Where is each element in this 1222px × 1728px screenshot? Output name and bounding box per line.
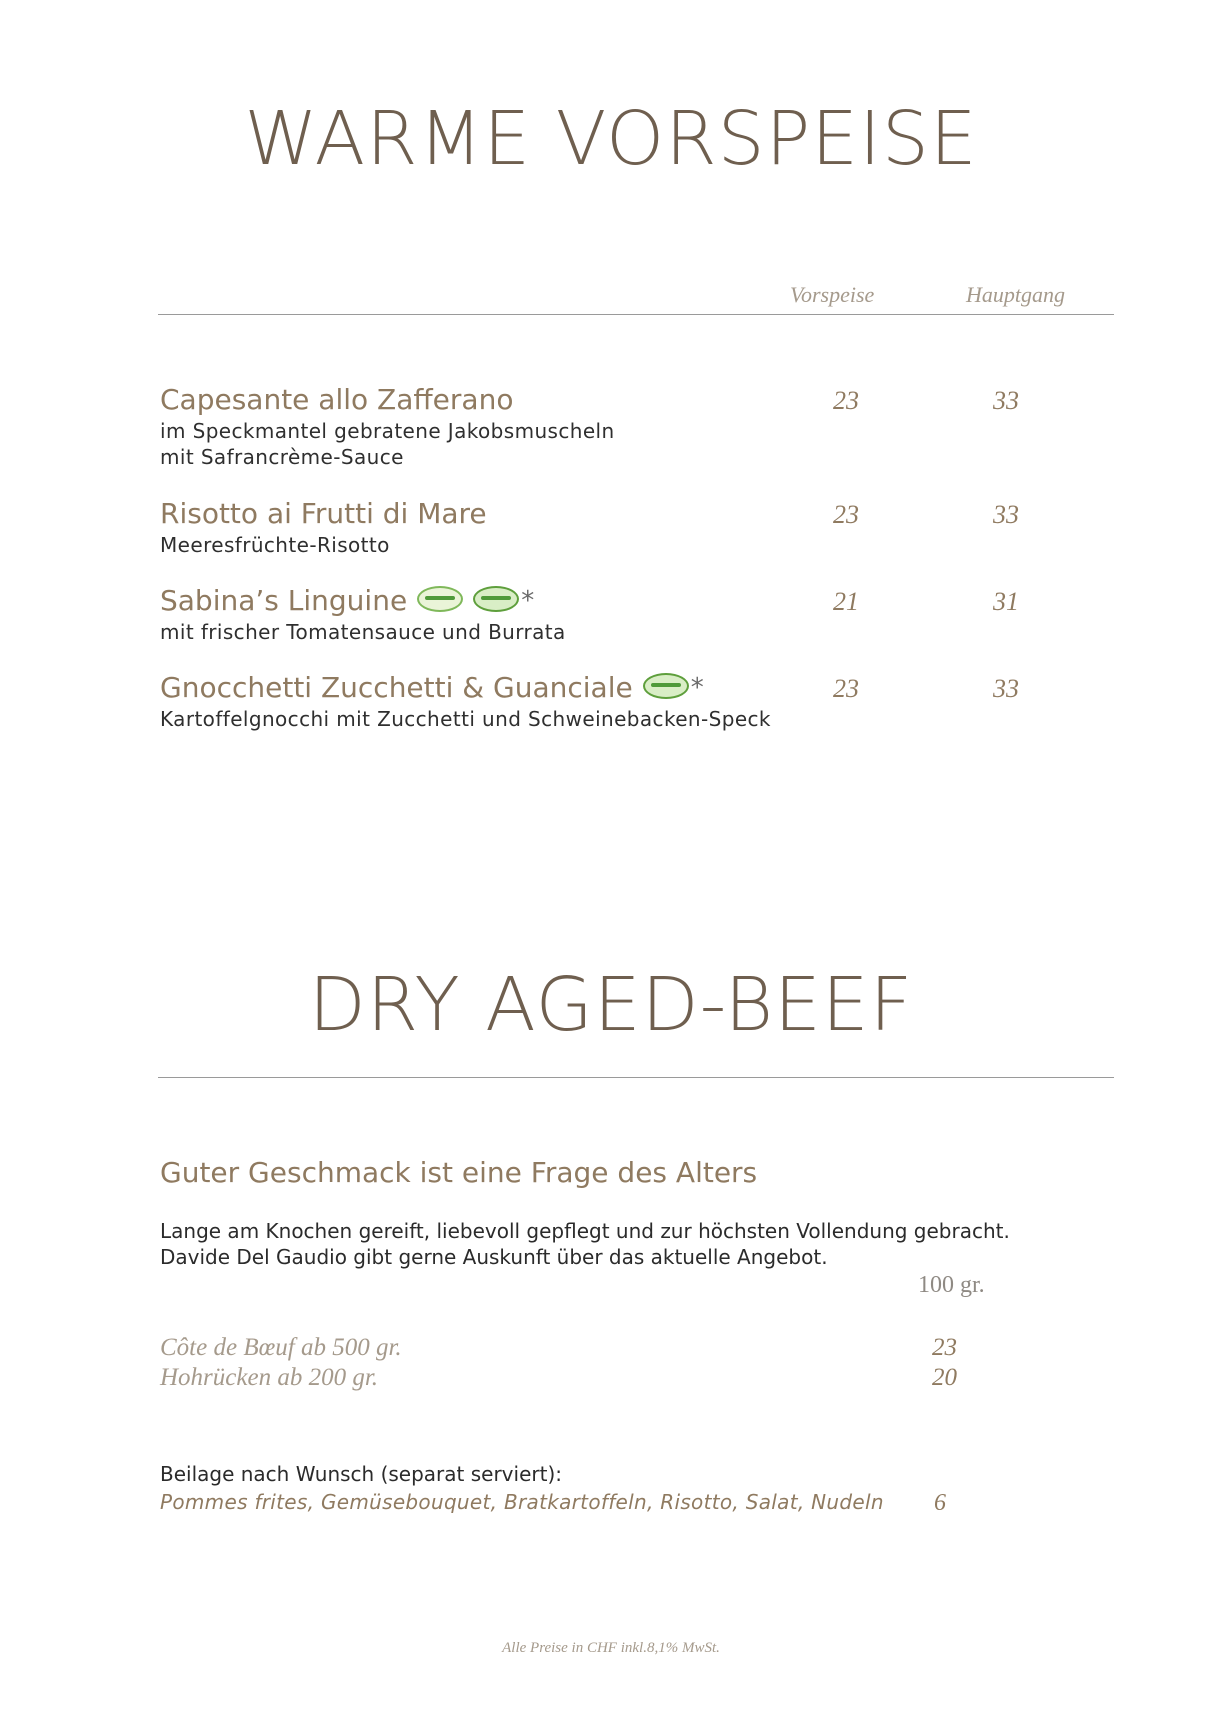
asterisk-marker: * (521, 586, 535, 616)
divider-line (158, 1077, 1114, 1078)
vegetarian-badge-icon (417, 586, 463, 612)
beef-intro-text: Davide Del Gaudio gibt gerne Auskunft über das aktuelle Angebot. (160, 1245, 828, 1269)
dish-name-row (160, 583, 860, 619)
menu-item (160, 382, 860, 470)
dish-description: Meeresfrüchte-Risotto (160, 533, 390, 557)
column-header-vorspeise: Vorspeise (790, 282, 875, 307)
menu-item (160, 670, 860, 732)
beef-cut-name: Côte de Bœuf ab 500 gr. (160, 1334, 402, 1361)
beef-subheading: Guter Geschmack ist eine Frage des Alters (160, 1156, 758, 1189)
dish-description: mit frischer Tomatensauce und Burrata (160, 620, 566, 644)
beef-cut-price: 20 (932, 1364, 957, 1391)
menu-item (160, 496, 860, 558)
dish-description: im Speckmantel gebratene Jakobsmuscheln (160, 419, 615, 443)
beef-cut-name: Hohrücken ab 200 gr. (160, 1364, 379, 1391)
dish-name: Sabina’s Linguine (160, 584, 408, 617)
asterisk-marker: * (690, 673, 704, 703)
beef-cut-price: 23 (932, 1334, 957, 1361)
starter-price: 23 (833, 674, 859, 703)
section-title-warme-vorspeise: WARME VORSPEISE (244, 96, 978, 182)
dish-name: Capesante allo Zafferano (160, 383, 514, 416)
starter-price: 23 (833, 500, 859, 529)
vegan-badge-icon (643, 673, 689, 699)
beef-intro-text: Lange am Knochen gereift, liebevoll gepflegt und zur höchsten Vollendung gebracht. (160, 1219, 1010, 1243)
dish-name: Risotto ai Frutti di Mare (160, 497, 487, 530)
starter-price: 21 (833, 587, 859, 616)
sides-price: 6 (934, 1490, 946, 1516)
main-price: 33 (993, 674, 1019, 703)
dish-description: Kartoffelgnocchi mit Zucchetti und Schweinebacken-Speck (160, 707, 771, 731)
main-price: 31 (993, 587, 1019, 616)
vegan-badge-icon (473, 586, 519, 612)
price-unit-label: 100 gr. (918, 1272, 985, 1298)
column-header-hauptgang: Hauptgang (966, 282, 1065, 307)
section-title-dry-aged-beef: DRY AGED-BEEF (308, 962, 914, 1048)
sides-items: Pommes frites, Gemüsebouquet, Bratkartoffeln, Risotto, Salat, Nudeln (160, 1490, 884, 1514)
menu-item (160, 583, 860, 645)
main-price: 33 (993, 386, 1019, 415)
divider-line (158, 314, 1114, 315)
sides-label: Beilage nach Wunsch (separat serviert): (160, 1462, 562, 1486)
main-price: 33 (993, 500, 1019, 529)
dish-description: mit Safrancrème-Sauce (160, 445, 404, 469)
starter-price: 23 (833, 386, 859, 415)
dish-name: Gnocchetti Zucchetti & Guanciale (160, 671, 633, 704)
footer-price-note: Alle Preise in CHF inkl.8,1% MwSt. (502, 1640, 720, 1656)
dish-name-row (160, 670, 860, 706)
